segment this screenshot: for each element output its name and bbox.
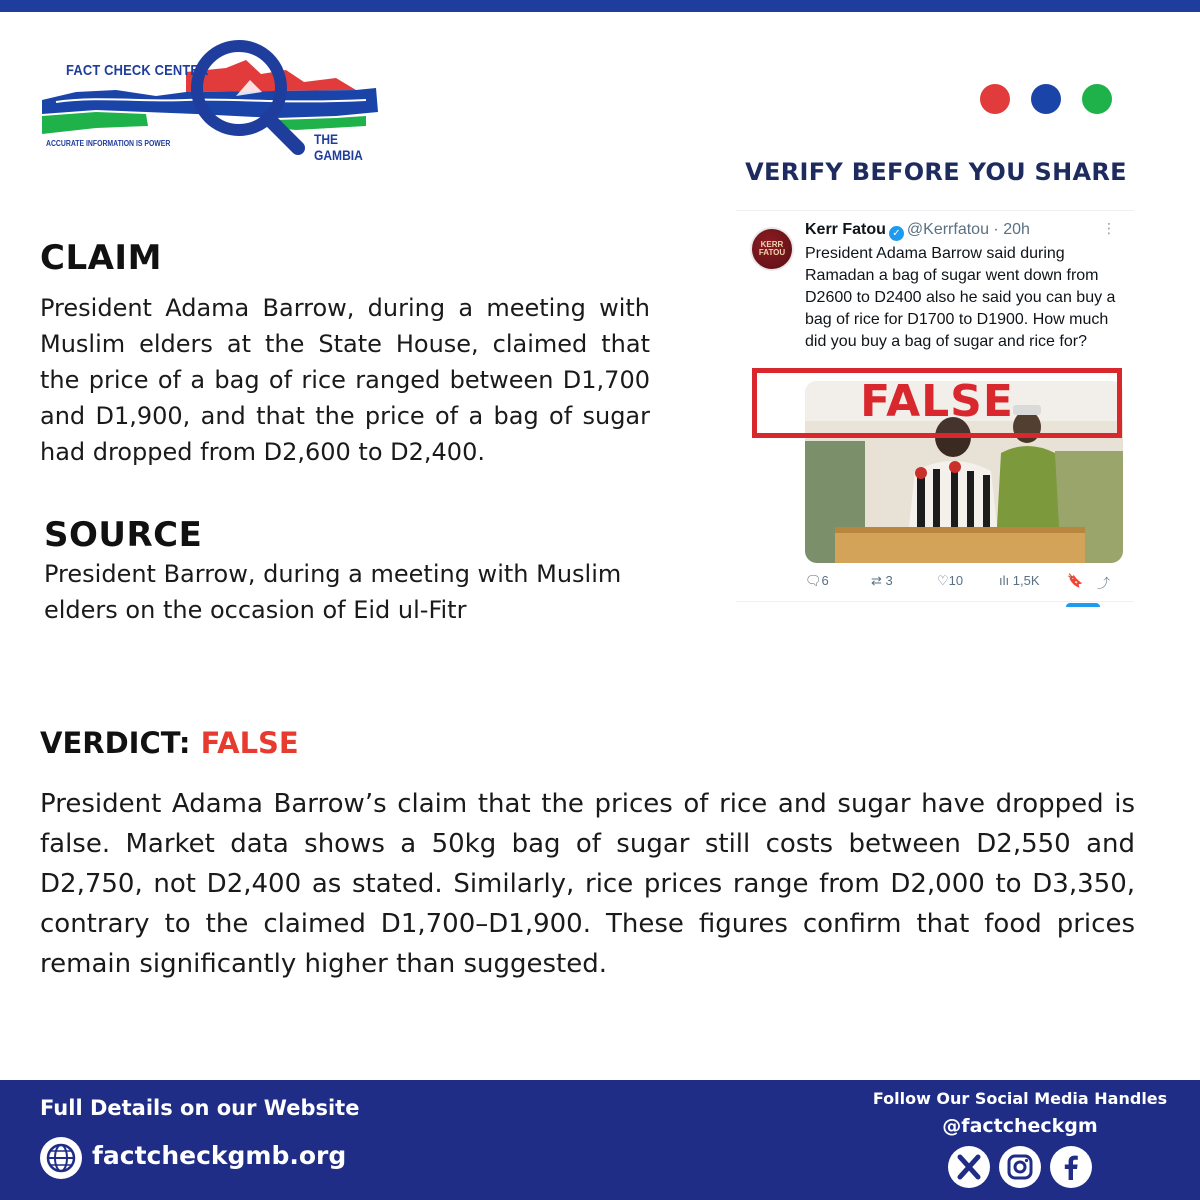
website-label: Full Details on our Website (40, 1096, 360, 1120)
red-dot (980, 84, 1010, 114)
tweet-text: President Adama Barrow said during Ramadan a bag of sugar went down from D2600 to D2400 also he said you can buy a bag of rice for D1700 to D1900. How much did you buy a bag of sugar and rice for? (805, 245, 1116, 350)
x-icon[interactable] (948, 1146, 990, 1188)
source-heading: SOURCE (44, 515, 203, 555)
tweet-handle[interactable]: @Kerrfatou (906, 221, 989, 238)
facebook-icon[interactable] (1050, 1146, 1092, 1188)
social-handle[interactable]: @factcheckgm (942, 1115, 1098, 1137)
website-link[interactable]: factcheckgmb.org (92, 1141, 347, 1170)
footer (0, 1080, 1200, 1200)
logo-country: THE GAMBIA (314, 131, 363, 163)
verdict-heading (40, 726, 299, 760)
logo-tagline: ACCURATE INFORMATION IS POWER (46, 139, 171, 148)
share-icon[interactable]: ⤴ (1097, 576, 1111, 591)
verdict-label: VERDICT: (40, 726, 191, 760)
fact-check-center-logo (36, 30, 396, 163)
views-button[interactable] (999, 573, 1040, 588)
top-accent-bar (0, 0, 1200, 12)
avatar-label: KERR FATOU (758, 240, 786, 257)
repost-button[interactable] (871, 573, 893, 589)
bookmark-icon[interactable]: 🔖 (1067, 573, 1084, 588)
instagram-icon[interactable] (999, 1146, 1041, 1188)
repost-count: 3 (885, 573, 893, 588)
flag-color-dots (980, 84, 1114, 114)
claim-heading: CLAIM (40, 238, 162, 278)
reply-icon: 🗨 (805, 573, 822, 588)
verdict-text: President Adama Barrow’s claim that the prices of rice and sugar have dropped is false. Market data shows a 50kg bag of sugar still costs between D2,550 and D2,750, not D2,400 as stated. Similarly, rice prices range from D2,000 to D3,350, contrary to the claimed D1,700–D1,900. These figures confirm that food prices remain significantly higher than suggested. (40, 789, 1135, 979)
heart-icon: ♡ (937, 573, 949, 588)
avatar[interactable] (750, 227, 794, 271)
reply-count: 6 (821, 573, 829, 588)
scroll-indicator (1066, 603, 1100, 607)
globe-icon (40, 1137, 82, 1179)
views-icon: ılı (999, 573, 1010, 588)
blue-dot (1031, 84, 1061, 114)
views-count: 1,5K (1012, 573, 1040, 588)
green-dot (1082, 84, 1112, 114)
tweet-actions (805, 573, 1125, 593)
tweet-card (736, 210, 1134, 602)
verdict-value: FALSE (200, 726, 299, 760)
false-stamp (752, 368, 1122, 438)
more-options-icon[interactable]: ⋮ (1102, 221, 1116, 237)
repost-icon: ⇄ (871, 573, 882, 588)
like-button[interactable] (937, 573, 963, 589)
claim-text: President Adama Barrow, during a meeting with Muslim elders at the State House, claimed that the price of a bag of rice ranged between D1,700 and D1,900, and that the price of a bag of sugar had dropped from D2,600 to D2,400. (40, 294, 650, 466)
tweet-author[interactable]: Kerr Fatou (805, 221, 886, 238)
follow-label: Follow Our Social Media Handles (872, 1089, 1168, 1108)
like-count: 10 (948, 573, 964, 588)
false-stamp-text: FALSE (860, 376, 1014, 427)
tweet-time: · 20h (993, 221, 1030, 238)
verify-heading: VERIFY BEFORE YOU SHARE (745, 158, 1127, 186)
verified-badge-icon: ✓ (889, 226, 904, 241)
reply-button[interactable] (805, 573, 829, 589)
tweet-header (805, 221, 1030, 241)
logo-title: FACT CHECK CENTER (66, 62, 209, 79)
source-text: President Barrow, during a meeting with Muslim elders on the occasion of Eid ul-Fitr (44, 560, 622, 624)
